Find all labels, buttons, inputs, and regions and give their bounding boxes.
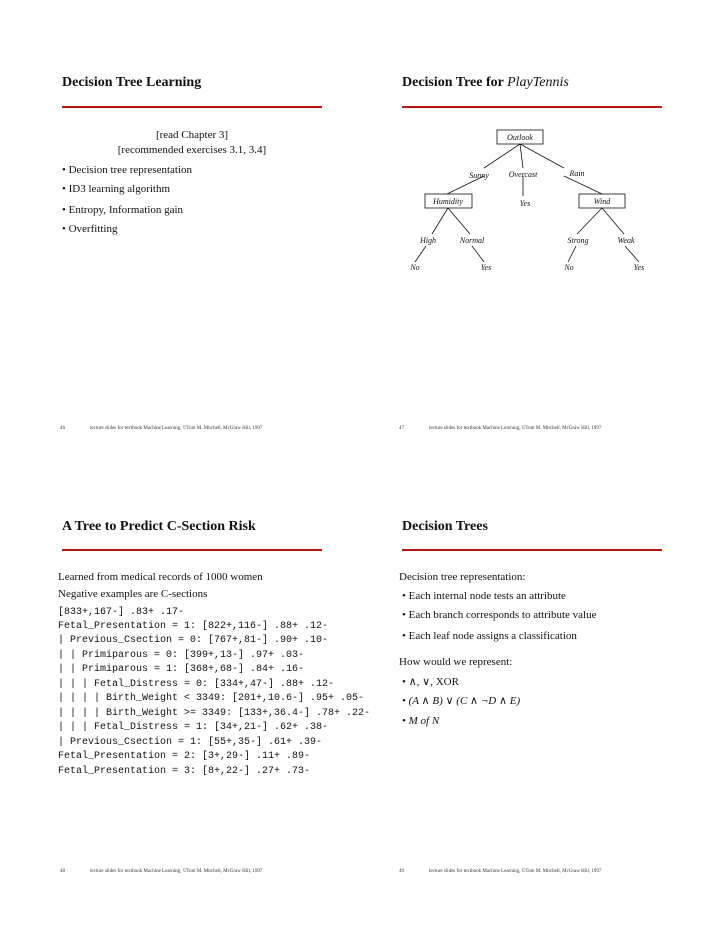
slide-footer: 49 lecture slides for textbook Machine Learning, ©Tom M. Mitchell, McGraw Hill, 1997 bbox=[399, 869, 602, 874]
code-line: | Previous_Csection = 0: [767+,81-] .90+ .10- bbox=[58, 635, 329, 646]
slide-title: Decision Tree for PlayTennis bbox=[402, 75, 569, 90]
slide-title: Decision Trees bbox=[402, 519, 488, 534]
code-line: | | Primiparous = 1: [368+,68-] .84+ .16- bbox=[58, 664, 305, 675]
leaf-yes: Yes bbox=[519, 199, 531, 208]
branch-label-strong: Strong bbox=[567, 236, 589, 245]
intro-text: Decision tree representation: bbox=[399, 571, 526, 583]
branch-label-high: High bbox=[420, 236, 436, 245]
code-line: | | | | Birth_Weight < 3349: [201+,10.6-] .95+ .05- bbox=[58, 693, 365, 704]
title-rule bbox=[62, 549, 322, 551]
code-line: | | | Fetal_Distress = 0: [334+,47-] .88+ .12- bbox=[58, 679, 335, 690]
slide-footer: 48 lecture slides for textbook Machine Learning, ©Tom M. Mitchell, McGraw Hill, 1997 bbox=[60, 869, 263, 874]
code-line: Fetal_Presentation = 3: [8+,22-] .27+ .73- bbox=[58, 766, 311, 777]
branch-label-weak: Weak bbox=[617, 236, 635, 245]
slide-title: A Tree to Predict C-Section Risk bbox=[62, 519, 256, 534]
tree-node-humidity: Humidity bbox=[433, 197, 463, 206]
page-number: 46 bbox=[60, 426, 65, 431]
exercise-assignment: [recommended exercises 3.1, 3.4] bbox=[117, 144, 267, 156]
page-number: 47 bbox=[399, 426, 404, 431]
intro-text: Learned from medical records of 1000 women bbox=[58, 571, 263, 583]
page-number: 49 bbox=[399, 869, 404, 874]
tree-node-outlook: Outlook bbox=[507, 133, 533, 142]
slide-title: Decision Tree Learning bbox=[62, 75, 202, 90]
list-item: • Each branch corresponds to attribute value bbox=[402, 609, 597, 621]
list-item: • Each internal node tests an attribute bbox=[402, 590, 566, 602]
branch-label-sunny: Sunny bbox=[469, 171, 489, 180]
branch-label-overcast: Overcast bbox=[508, 170, 538, 179]
list-item: • (A ∧ B) ∨ (C ∧ ¬D ∧ E) bbox=[402, 695, 521, 707]
list-item: • Overfitting bbox=[62, 223, 118, 235]
page-number: 48 bbox=[60, 869, 65, 874]
list-item: • ∧, ∨, XOR bbox=[402, 676, 459, 688]
title-rule bbox=[62, 106, 322, 108]
code-line: Fetal_Presentation = 2: [3+,29-] .11+ .89- bbox=[58, 751, 311, 762]
list-item: • M of N bbox=[402, 715, 440, 727]
intro-text: Negative examples are C-sections bbox=[58, 588, 208, 600]
branch-label-rain: Rain bbox=[569, 169, 585, 178]
slide-footer: 47 lecture slides for textbook Machine Learning, ©Tom M. Mitchell, McGraw Hill, 1997 bbox=[399, 426, 602, 431]
leaf-yes: Yes bbox=[480, 263, 492, 272]
branch-label-normal: Normal bbox=[459, 236, 485, 245]
list-item: • Entropy, Information gain bbox=[62, 204, 184, 216]
list-item: • ID3 learning algorithm bbox=[62, 183, 171, 195]
tree-node-wind: Wind bbox=[593, 197, 611, 206]
title-rule bbox=[402, 106, 662, 108]
code-line: Fetal_Presentation = 1: [822+,116-] .88+ .12- bbox=[58, 621, 329, 632]
code-line: [833+,167-] .83+ .17- bbox=[58, 607, 185, 618]
list-item: • Decision tree representation bbox=[62, 164, 192, 176]
code-line: | | Primiparous = 0: [399+,13-] .97+ .03- bbox=[58, 650, 305, 661]
leaf-yes: Yes bbox=[633, 263, 645, 272]
title-rule bbox=[402, 549, 662, 551]
list-item: • Each leaf node assigns a classification bbox=[402, 630, 577, 642]
code-line: | | | | Birth_Weight >= 3349: [133+,36.4-] .78+ .22- bbox=[58, 708, 371, 719]
reading-assignment: [read Chapter 3] bbox=[155, 129, 229, 141]
leaf-no: No bbox=[564, 263, 574, 272]
code-line: | | | Fetal_Distress = 1: [34+,21-] .62+ .38- bbox=[58, 722, 329, 733]
slide-footer: 46 lecture slides for textbook Machine Learning, ©Tom M. Mitchell, McGraw Hill, 1997 bbox=[60, 426, 263, 431]
code-line: | Previous_Csection = 1: [55+,35-] .61+ .39- bbox=[58, 737, 323, 748]
question-text: How would we represent: bbox=[399, 656, 513, 668]
play-tennis-tree bbox=[402, 122, 662, 282]
leaf-no: No bbox=[410, 263, 420, 272]
